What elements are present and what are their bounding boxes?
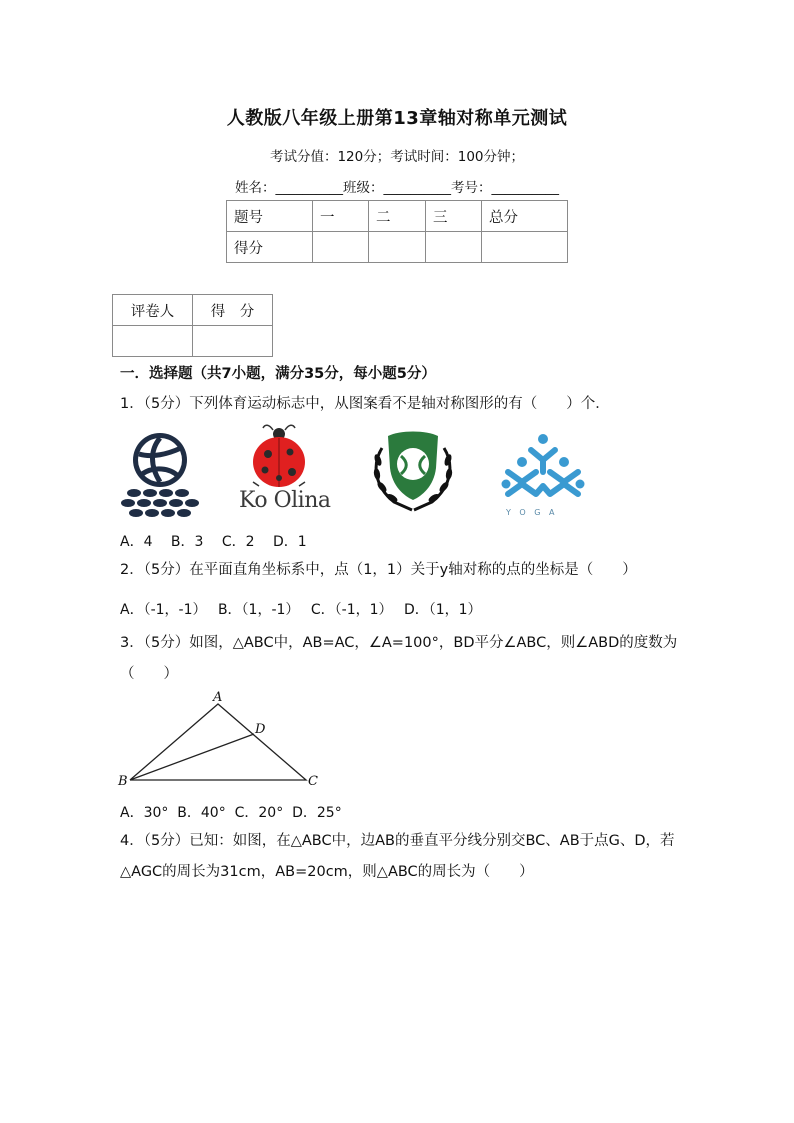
grader-table bbox=[112, 294, 273, 357]
score-cell[interactable] bbox=[313, 232, 369, 263]
question-4-text: 4．（5分）已知：如图，在△ABC中，边AB的垂直平分线分别交BC、AB于点G、D，若△AGC的周长为31cm，AB=20cm，则△ABC的周长为（ ） bbox=[120, 833, 675, 880]
question-1-options: A．4 B．3 C．2 D．1 bbox=[120, 534, 307, 550]
question-2-text: 2．（5分）在平面直角坐标系中，点（1，1）关于y轴对称的点的坐标是（ ） bbox=[120, 562, 637, 578]
page-title: 人教版八年级上册第13章轴对称单元测试 bbox=[226, 108, 568, 129]
volleyball-logo bbox=[120, 430, 200, 520]
yoga-figures-logo bbox=[500, 432, 586, 520]
grader-table-header-row bbox=[113, 295, 273, 326]
vertex-label-b: B bbox=[118, 774, 128, 789]
grader-header-cell: 得 分 bbox=[193, 295, 273, 326]
ko-olina-text: Ko Olina bbox=[239, 488, 331, 513]
vertex-label-c: C bbox=[308, 774, 318, 789]
vertex-label-d: D bbox=[255, 722, 266, 737]
score-row-label: 得分 bbox=[227, 232, 313, 263]
grader-cell[interactable] bbox=[193, 326, 273, 357]
grader-header-cell: 评卷人 bbox=[113, 295, 193, 326]
score-header-cell: 题号 bbox=[227, 201, 313, 232]
score-cell[interactable] bbox=[369, 232, 426, 263]
score-header-cell: 一 bbox=[313, 201, 369, 232]
tennis-laurel-shield-logo bbox=[368, 428, 458, 514]
section-title: 一．选择题（共7小题，满分35分，每小题5分） bbox=[120, 366, 436, 382]
question-3-text: 3．（5分）如图，△ABC中，AB=AC，∠A=100°，BD平分∠ABC，则∠ABD的度数为（ ） bbox=[120, 635, 678, 682]
triangle-figure bbox=[114, 690, 328, 790]
question-1-text: 1．（5分）下列体育运动标志中，从图案看不是轴对称图形的有（ ）个． bbox=[120, 396, 610, 412]
score-table-row bbox=[227, 232, 568, 263]
score-table-header-row bbox=[227, 201, 568, 232]
score-header-cell: 二 bbox=[369, 201, 426, 232]
vertex-label-a: A bbox=[213, 690, 223, 705]
ko-olina-ladybug-logo bbox=[235, 422, 335, 518]
score-cell[interactable] bbox=[482, 232, 568, 263]
grader-cell[interactable] bbox=[113, 326, 193, 357]
score-header-cell: 总分 bbox=[482, 201, 568, 232]
score-table bbox=[226, 200, 568, 263]
question-3-options: A．30° B．40° C．20° D．25° bbox=[120, 805, 342, 821]
yoga-text: Y O G A bbox=[506, 508, 558, 517]
score-cell[interactable] bbox=[426, 232, 482, 263]
student-info-line: 姓名：__________班级：__________考号：__________ bbox=[235, 180, 559, 196]
question-2-options: A．（-1，-1） B．（1，-1） C．（-1，1） D．（1，1） bbox=[120, 602, 482, 618]
score-header-cell: 三 bbox=[426, 201, 482, 232]
exam-info: 考试分值：120分；考试时间：100分钟； bbox=[269, 149, 525, 165]
grader-table-row bbox=[113, 326, 273, 357]
